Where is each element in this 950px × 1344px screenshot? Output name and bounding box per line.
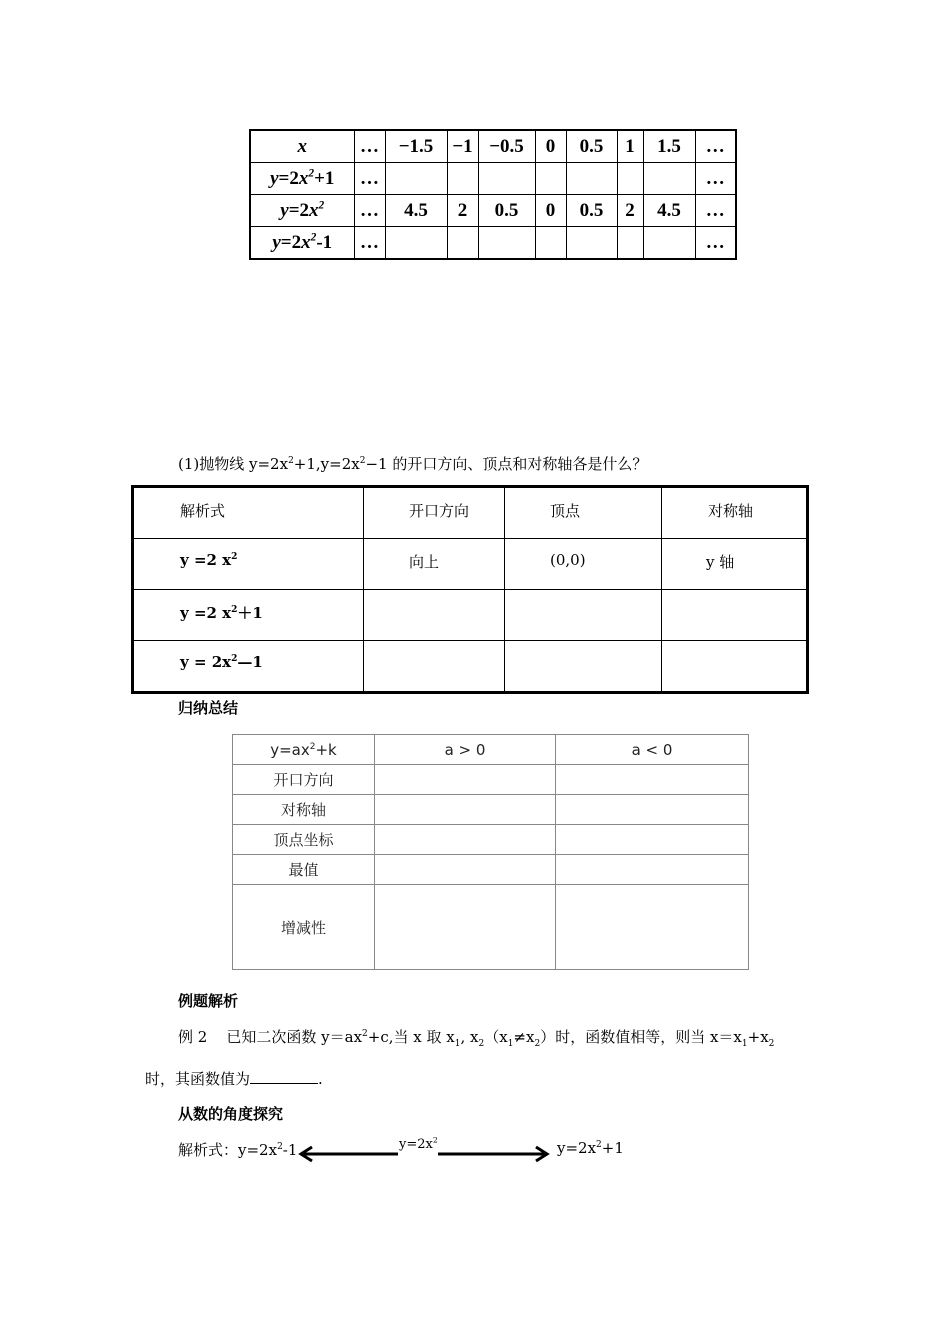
cell: 1 (617, 130, 643, 163)
cell: … (695, 130, 736, 163)
explore-middle: $y=2x^2$ (399, 1135, 438, 1152)
cell: … (354, 130, 385, 163)
row-label: 开口方向 (233, 765, 375, 795)
row-label: 增减性 (233, 885, 375, 970)
cell: … (695, 195, 736, 227)
cell (375, 825, 556, 855)
x-label: x (250, 130, 354, 163)
formula-cell: $y = 2x^2—1$ (133, 641, 364, 693)
cell (566, 163, 617, 195)
cell: −1.5 (385, 130, 447, 163)
cell: 0 (535, 195, 566, 227)
example-heading: 例题解析 (178, 992, 239, 1010)
cell (375, 795, 556, 825)
row-label: 顶点坐标 (233, 825, 375, 855)
cell (535, 227, 566, 260)
cell (643, 163, 695, 195)
cell: 1.5 (643, 130, 695, 163)
cell: … (354, 195, 385, 227)
table-row (133, 590, 808, 641)
cell: 0.5 (566, 195, 617, 227)
explore-heading: 从数的角度探究 (178, 1105, 284, 1123)
cell (556, 885, 749, 970)
header-opening: 开口方向 (364, 487, 505, 539)
cell: 0.5 (478, 195, 535, 227)
cell (556, 795, 749, 825)
cell (617, 163, 643, 195)
cell: 4.5 (643, 195, 695, 227)
cell (375, 885, 556, 970)
cell: −1 (447, 130, 478, 163)
parabola-property-table (131, 485, 809, 694)
vertex-cell (505, 641, 662, 693)
header-a-positive: a > 0 (375, 735, 556, 765)
cell: 4.5 (385, 195, 447, 227)
axis-cell: y 轴 (662, 539, 808, 590)
cell: … (354, 227, 385, 260)
cell (556, 825, 749, 855)
cell: … (354, 163, 385, 195)
row-label: $y=2x^2-1$ (250, 227, 354, 260)
header-formula: 解析式 (133, 487, 364, 539)
explore-label: 解析式：$y=2x^2-1$ (178, 1141, 298, 1159)
cell: 0.5 (566, 130, 617, 163)
axis-cell (662, 590, 808, 641)
cell (447, 163, 478, 195)
cell: 0 (535, 130, 566, 163)
cell (617, 227, 643, 260)
cell: … (695, 163, 736, 195)
header-a-negative: a < 0 (556, 735, 749, 765)
question-text: (1)抛物线 $y=2x^2+1,y=2x^2-1$ 的开口方向、顶点和对称轴各是什么？ (178, 455, 648, 473)
value-table-row (250, 227, 736, 260)
axis-cell (662, 641, 808, 693)
cell (385, 163, 447, 195)
example-line-2: 时，其函数值为 . (145, 1070, 323, 1088)
header-formula: $y=ax^2+k$ (233, 735, 375, 765)
table-row (233, 795, 749, 825)
cell (375, 765, 556, 795)
cell (566, 227, 617, 260)
opening-cell: 向上 (364, 539, 505, 590)
vertex-cell: (0,0) (505, 539, 662, 590)
example-line-1: 例 2 已知二次函数 $y=ax^2+c$,当 x 取 $x_1$, $x_2(x_1\ne x_2)$时，函数值相等，则当 $x=x_1+x_2$ (178, 1028, 775, 1049)
cell: … (695, 227, 736, 260)
cell: 2 (447, 195, 478, 227)
cell (385, 227, 447, 260)
table-row (233, 855, 749, 885)
row-label: 对称轴 (233, 795, 375, 825)
table-header-row (133, 487, 808, 539)
value-table (249, 129, 737, 260)
formula-cell: y =2 $x^2$ (133, 539, 364, 590)
table-row (233, 825, 749, 855)
row-label: 最值 (233, 855, 375, 885)
summary-heading: 归纳总结 (178, 699, 239, 717)
explore-right: $y=2x^2+1$ (557, 1139, 624, 1157)
cell (556, 855, 749, 885)
value-table-row (250, 163, 736, 195)
cell (447, 227, 478, 260)
summary-table (232, 734, 749, 970)
table-row (133, 539, 808, 590)
cell: 2 (617, 195, 643, 227)
cell (535, 163, 566, 195)
vertex-cell (505, 590, 662, 641)
table-row (233, 765, 749, 795)
value-table-row (250, 195, 736, 227)
cell: −0.5 (478, 130, 535, 163)
cell (556, 765, 749, 795)
formula-cell: y =2 $x^2+1$ (133, 590, 364, 641)
row-label: $y=2x^2$ (250, 195, 354, 227)
cell (478, 163, 535, 195)
opening-cell (364, 590, 505, 641)
opening-cell (364, 641, 505, 693)
cell (375, 855, 556, 885)
header-vertex: 顶点 (505, 487, 662, 539)
value-table-header-row (250, 130, 736, 163)
row-label: $y=2x^2+1$ (250, 163, 354, 195)
header-axis: 对称轴 (662, 487, 808, 539)
table-row (133, 641, 808, 693)
table-row (233, 885, 749, 970)
answer-blank (250, 1069, 318, 1084)
cell (478, 227, 535, 260)
cell (643, 227, 695, 260)
table-header-row (233, 735, 749, 765)
